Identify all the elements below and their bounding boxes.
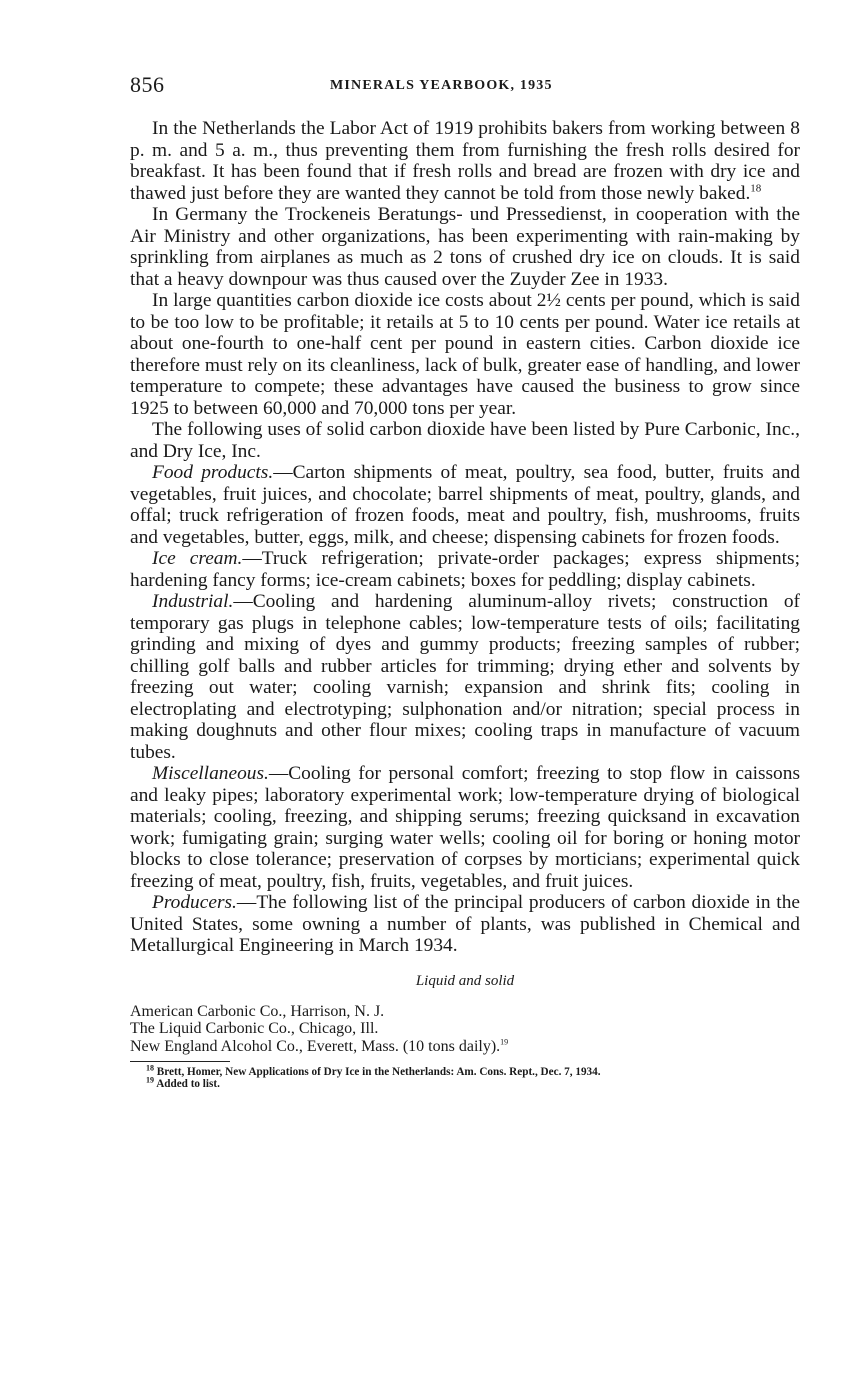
list-item-text: New England Alcohol Co., Everett, Mass. (10 tons daily). bbox=[130, 1037, 501, 1055]
paragraph-industrial bbox=[130, 591, 800, 763]
paragraph-text: In Germany the Trockeneis Beratungs- und Pressedienst, in cooperation with the Air Ministry and other organizations, has been experimenting with rain-making by sprinkling from airplanes as much as 2 tons of crushed dry ice on clouds. It is said that a heavy downpour was thus caused over the Zuyder Zee in 1933. bbox=[130, 204, 800, 290]
paragraph-text: —Truck refrigeration; private-order packages; express shipments; hardening fancy forms; ice-cream cabinets; boxes for peddling; display cabinets. bbox=[130, 548, 800, 591]
producer-list bbox=[130, 1003, 800, 1056]
paragraph-producers bbox=[130, 892, 800, 957]
running-title: MINERALS YEARBOOK, 1935 bbox=[330, 78, 553, 93]
paragraph-lead: Producers. bbox=[152, 892, 237, 913]
list-item: The Liquid Carbonic Co., Chicago, Ill. bbox=[130, 1020, 379, 1037]
paragraph-food-products bbox=[130, 462, 800, 548]
footnote-rule bbox=[130, 1061, 230, 1062]
footnote-18 bbox=[130, 1063, 800, 1078]
paragraph-lead: Industrial. bbox=[152, 591, 234, 612]
paragraph-text: —The following list of the principal producers of carbon dioxide in the United States, some owning a number of plants, was published in Chemical and Metallurgical Engineering in March 1934. bbox=[130, 892, 800, 956]
footnote-ref-18: 18 bbox=[750, 182, 762, 195]
paragraph-lead: Ice cream. bbox=[152, 548, 243, 569]
running-header bbox=[130, 72, 800, 100]
footnote-text: Added to list. bbox=[156, 1078, 220, 1090]
paragraph-ice-cream bbox=[130, 548, 800, 591]
paragraph-netherlands bbox=[130, 118, 800, 204]
footnote-ref-19: 19 bbox=[500, 1037, 509, 1047]
paragraph-text: —Cooling and hardening aluminum-alloy rivets; construction of temporary gas plugs in telephone cables; low-temperature tests of oils; facilitating grinding and mixing of dyes and gummy products; freezing samples of rubber; chilling golf balls and rubber articles for trimming; drying ether and solvents by freezing out water; cooling varnish; expansion and shrink fits; cooling in electroplating and electrotyping; sulphonation and/or nitration; special process in making doughnuts and other flour mixes; cooling traps in manufacture of vacuum tubes. bbox=[130, 591, 800, 763]
footnote-19 bbox=[130, 1075, 800, 1090]
paragraph-costs bbox=[130, 290, 800, 419]
producers-subhead: Liquid and solid bbox=[415, 972, 515, 989]
paragraph-germany bbox=[130, 204, 800, 290]
body-text bbox=[130, 118, 800, 957]
document-page bbox=[130, 72, 800, 1090]
paragraph-lead: Miscellaneous. bbox=[152, 763, 269, 784]
paragraph-uses-intro bbox=[130, 419, 800, 462]
footnotes bbox=[130, 1063, 800, 1090]
paragraph-text: —Carton shipments of meat, poultry, sea food, butter, fruits and vegetables, fruit juices, and chocolate; barrel shipments of meat, poultry, glands, and offal; truck refrigeration of frozen foods, meat and poultry, fish, mushrooms, fruits and vegetables, butter, eggs, milk, and cheese; dispensing cabinets for frozen foods. bbox=[130, 462, 800, 548]
paragraph-text: In large quantities carbon dioxide ice costs about 2½ cents per pound, which is said to be too low to be profitable; it retails at 5 to 10 cents per pound. Water ice retails at about one-fourth to one-half cent per pound in eastern cities. Carbon dioxide ice therefore must rely on its cleanliness, lack of bulk, greater ease of handling, and lower temperature to compete; these advantages have caused the business to grow since 1925 to between 60,000 and 70,000 tons per year. bbox=[130, 290, 800, 419]
paragraph-lead: Food products. bbox=[152, 462, 274, 483]
paragraph-text: —Cooling for personal comfort; freezing to stop flow in caissons and leaky pipes; laboratory experimental work; low-temperature drying of biological materials; cooling, freezing, and shipping serums; freezing quicksand in excavation work; fumigating grain; surging water wells; cooling oil for boring or honing motor blocks to close tolerance; preservation of corpses by morticians; experimental quick freezing of meat, poultry, fish, fruits, vegetables, and fruit juices. bbox=[130, 763, 800, 892]
paragraph-text: The following uses of solid carbon dioxide have been listed by Pure Carbonic, Inc., and Dry Ice, Inc. bbox=[130, 419, 800, 462]
list-item bbox=[130, 1038, 800, 1056]
list-item: American Carbonic Co., Harrison, N. J. bbox=[130, 1002, 385, 1020]
paragraph-text: In the Netherlands the Labor Act of 1919 prohibits bakers from working between 8 p. m. and 5 a. m., thus preventing them from furnishing the fresh rolls desired for breakfast. It has been found that if fresh rolls and bread are frozen with dry ice and thawed just before they are wanted they cannot be told from those newly baked. bbox=[130, 118, 800, 204]
paragraph-miscellaneous bbox=[130, 763, 800, 892]
footnote-mark: 19 bbox=[146, 1075, 154, 1085]
page-number: 856 bbox=[130, 72, 165, 97]
footnote-mark: 18 bbox=[146, 1063, 154, 1073]
footnote-text: Brett, Homer, New Applications of Dry Ice in the Netherlands: Am. Cons. Rept., Dec. 7, 1934. bbox=[156, 1066, 601, 1078]
